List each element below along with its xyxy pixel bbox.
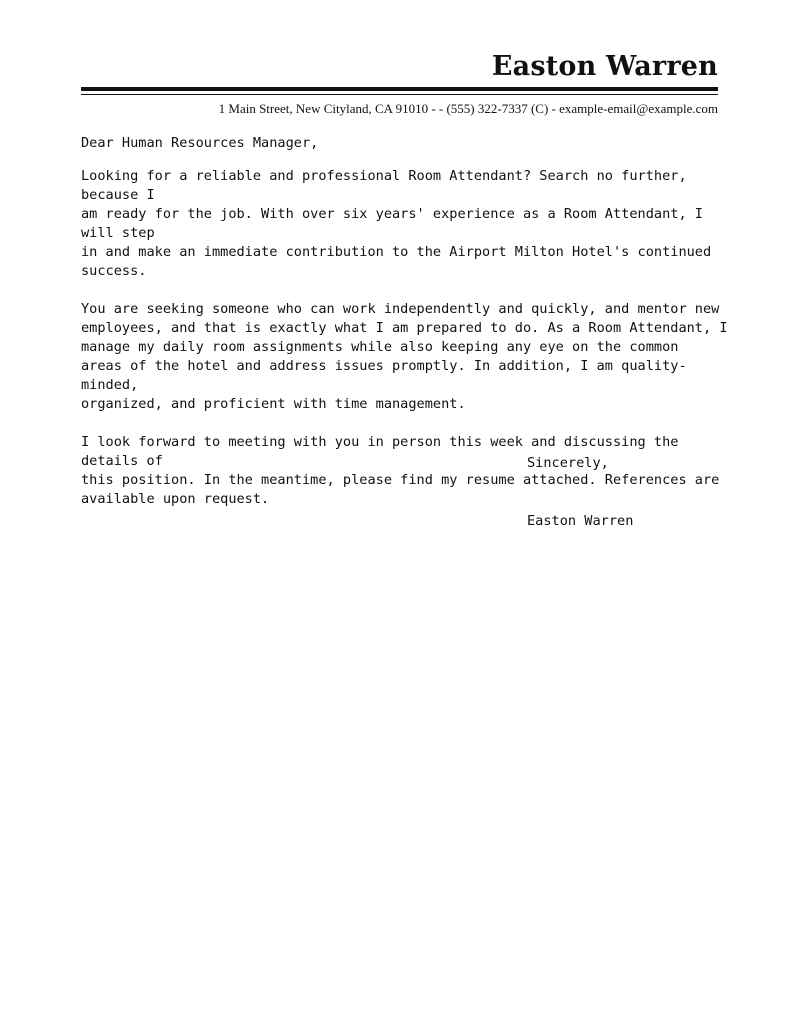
header-divider-thick <box>81 87 718 91</box>
body-paragraph-1: Looking for a reliable and professional Room Attendant? Search no further, because I am ready for the job. With over six years' experience as a Room Attendant, I will step in and make an immediate contribution to the Airport Milton Hotel's continued success. <box>81 168 712 279</box>
signature-name: Easton Warren <box>527 513 634 529</box>
closing-phrase: Sincerely, <box>527 455 609 471</box>
contact-info-line: 1 Main Street, New Cityland, CA 91010 - - (555) 322-7337 (C) - example-email@example.com <box>218 101 718 116</box>
applicant-name-heading: Easton Warren <box>491 51 718 82</box>
letter-body <box>81 134 731 528</box>
salutation: Dear Human Resources Manager, <box>81 135 319 151</box>
body-paragraph-3: I look forward to meeting with you in person this week and discussing the details of this position. In the meantime, please find my resume attached. References are available upon request. <box>81 434 720 507</box>
header-divider-thin <box>81 94 718 95</box>
body-paragraph-2: You are seeking someone who can work independently and quickly, and mentor new employees, and that is exactly what I am prepared to do. As a Room Attendant, I manage my daily room assignments while also keeping any eye on the common areas of the hotel and address issues promptly. In addition, I am quality-minded, organized, and proficient with time management. <box>81 301 728 412</box>
